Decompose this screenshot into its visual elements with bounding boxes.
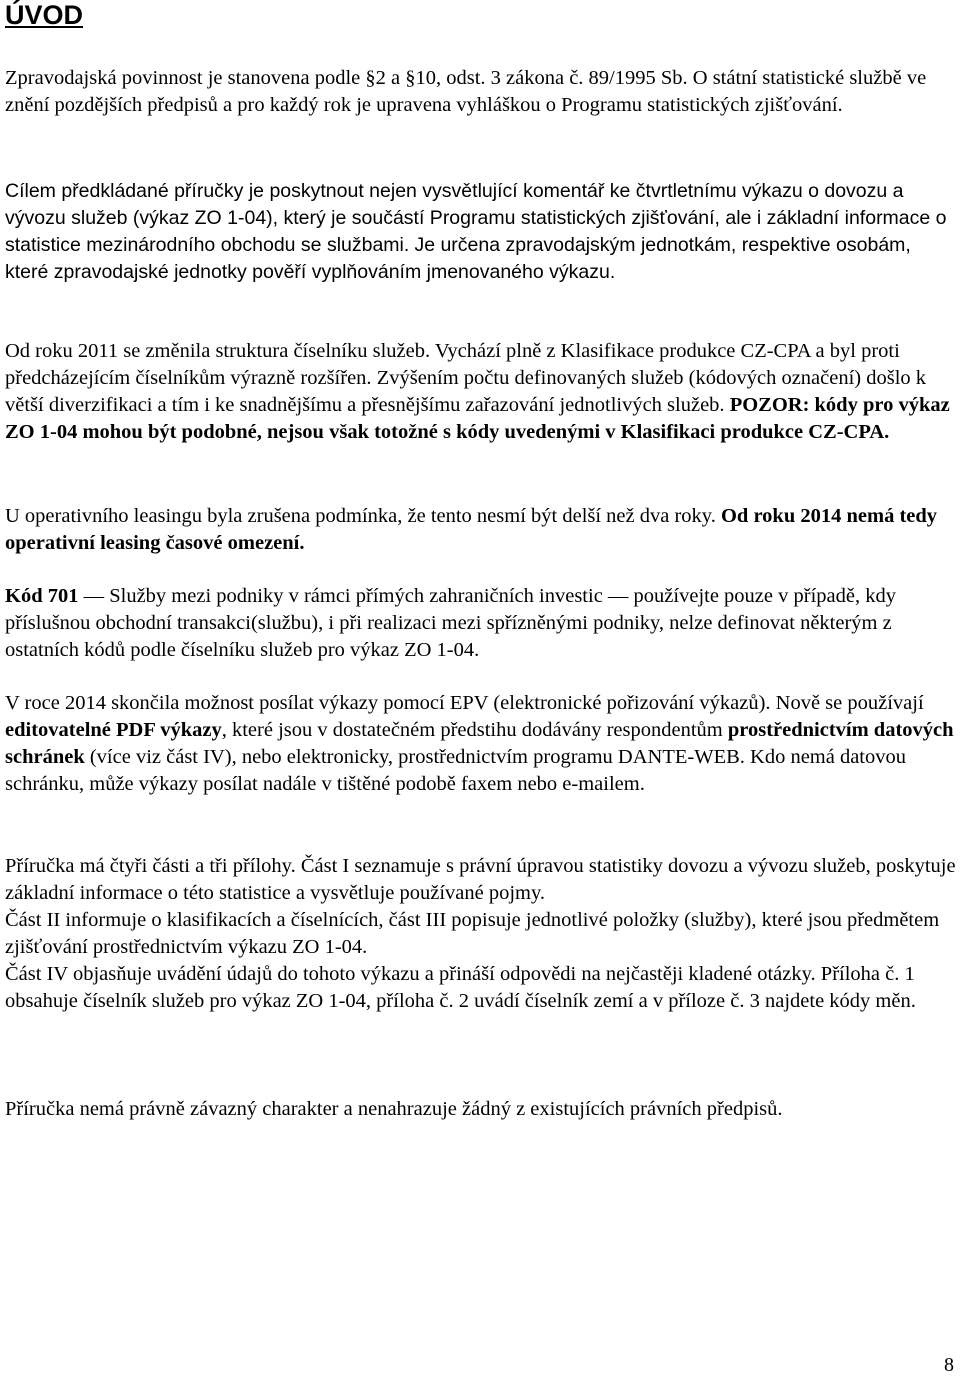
paragraph-epv-bold-pdf: editovatelné PDF výkazy xyxy=(5,719,222,741)
paragraph-purpose-text-b: Je určena zpravodajským jednotkám, respektive osobám, které zpravodajské jednotky pověří vyplňováním jmenovaného výkazu. xyxy=(5,234,911,283)
page-number: 8 xyxy=(944,1354,954,1376)
paragraph-code-701-text: — Služby mezi podniky v rámci přímých zahraničních investic — používejte pouze v případě, kdy příslušnou obchodní transakci(službu), i při realizaci mezi spřízněnými podniky, nelze definovat některým z ostatních kódů podle číselníku služeb pro výkaz ZO 1-04. xyxy=(5,585,896,661)
paragraph-classification-text-c: Zvýšením počtu definovaných služeb (kódových označení) došlo k větší diverzifikaci a tím i ke snadnějšímu a přesnějšímu zařazování jednotlivých služeb. xyxy=(5,367,927,416)
paragraph-epv-bold-schranky: prostřednictvím datových schránek xyxy=(5,719,954,768)
paragraph-structure-text-a: Příručka má čtyři části a tři přílohy. Část I seznamuje s právní úpravou statistiky dovozu a vývozu služeb, poskytuje základní informace o této statistice a vysvětluje používané pojmy. xyxy=(5,855,956,904)
paragraph-code-701-label: Kód 701 xyxy=(5,585,79,607)
paragraph-epv-text-b: , které jsou v dostatečném předstihu dodávány respondentům xyxy=(221,719,728,741)
paragraph-leasing xyxy=(5,503,957,557)
paragraph-structure-text-b: Část II informuje o klasifikacích a číselnících, část III popisuje jednotlivé položky (služby), které jsou předmětem zjišťování prostřednictvím výkazu ZO 1-04. xyxy=(5,909,940,958)
paragraph-epv-text-a: V roce 2014 skončila možnost posílat výkazy pomocí EPV (elektronické pořizování výkazů). Nově se používají xyxy=(5,692,924,714)
paragraph-disclaimer-text: Příručka nemá právně závazný charakter a nenahrazuje žádný z existujících právních předpisů. xyxy=(5,1098,783,1120)
paragraph-structure-text-c: Část IV objasňuje uvádění údajů do tohoto výkazu a přináší odpovědi na nejčastěji kladené otázky. Příloha č. 1 obsahuje číselník služeb pro výkaz ZO 1-04, příloha č. 2 uvádí číselník zemí a v příloze č. 3 najdete kódy měn. xyxy=(5,963,916,1012)
paragraph-purpose xyxy=(5,178,957,286)
paragraph-epv-text-c: (více viz část IV), nebo elektronicky, prostřednictvím programu DANTE-WEB. Kdo nemá datovou schránku, může výkazy posílat nadále v tištěné podobě faxem nebo e-mailem. xyxy=(5,746,907,795)
paragraph-classification-text-b: Vychází plně z Klasifikace produkce CZ-CPA a byl proti předcházejícím číselníkům výrazně rozšířen. xyxy=(5,340,900,389)
paragraph-leasing-text: U operativního leasingu byla zrušena podmínka, že tento nesmí být delší než dva roky. xyxy=(5,505,716,527)
paragraph-classification-change xyxy=(5,338,957,446)
paragraph-legal-basis xyxy=(5,65,957,119)
paragraph-structure xyxy=(5,853,957,1015)
paragraph-code-701 xyxy=(5,583,957,664)
paragraph-leasing-bold: Od roku 2014 nemá tedy operativní leasing časové omezení. xyxy=(5,505,938,554)
page-title: ÚVOD xyxy=(5,0,84,30)
paragraph-classification-warning: POZOR: kódy pro výkaz ZO 1-04 mohou být podobné, nejsou však totožné s kódy uvedenými v Klasifikaci produkce CZ-CPA. xyxy=(5,394,950,443)
paragraph-purpose-text-a: Cílem předkládané příručky je poskytnout nejen vysvětlující komentář ke čtvrtletnímu výkazu o dovozu a vývozu služeb (výkaz ZO 1-04), který je součástí Programu statistických zjišťování, ale i základní informace o statistice mezinárodního obchodu se službami. xyxy=(5,180,947,256)
paragraph-classification-text-a: Od roku 2011 se změnila struktura číselníku služeb. xyxy=(5,340,431,362)
paragraph-disclaimer xyxy=(5,1096,957,1123)
paragraph-legal-basis-text: Zpravodajská povinnost je stanovena podle §2 a §10, odst. 3 zákona č. 89/1995 Sb. O státní statistické službě ve znění pozdějších předpisů a pro každý rok je upravena vyhláškou o Programu statistických zjišťování. xyxy=(5,67,927,116)
paragraph-epv xyxy=(5,690,957,798)
